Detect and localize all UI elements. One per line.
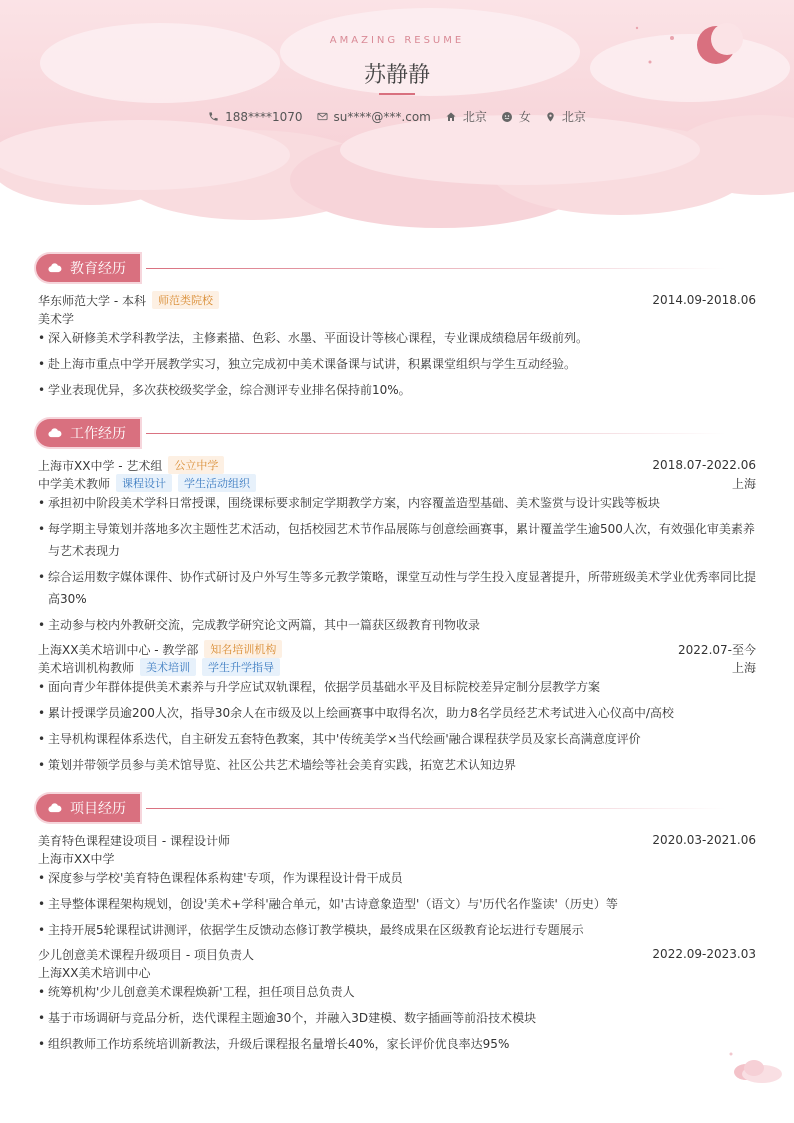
section-divider xyxy=(146,268,726,269)
home-icon xyxy=(445,111,457,123)
project-org-row xyxy=(38,963,756,981)
skill-tag: 学生升学指导 xyxy=(202,658,280,676)
contact-phone xyxy=(208,110,302,124)
section-divider xyxy=(146,433,726,434)
job-role-row xyxy=(38,658,756,676)
projects-pill xyxy=(36,794,140,822)
list-item: • 主持开展5轮课程试讲测评，依据学生反馈动态修订教学模块，最终成果在区级教育论坛进行专题展示 xyxy=(38,923,584,937)
job-org: 上海XX美术培训中心 - 教学部 xyxy=(38,642,199,657)
education-major-row xyxy=(38,309,756,327)
skill-tag: 课程设计 xyxy=(116,474,172,492)
cloud-icon xyxy=(48,803,62,813)
list-item: • 基于市场调研与竞品分析，迭代课程主题逾30个，并融入3D建模、数字插画等前沿技术模块 xyxy=(38,1011,537,1025)
job-org: 上海市XX中学 - 艺术组 xyxy=(38,458,163,473)
name-underline xyxy=(379,93,415,95)
cloud-icon xyxy=(48,428,62,438)
contact-phone-text: 188****1070 xyxy=(225,109,303,124)
candidate-name: 苏静静 xyxy=(363,63,430,88)
job-header-row xyxy=(38,456,756,474)
education-pill xyxy=(36,254,140,282)
work-title: 工作经历 xyxy=(70,426,126,442)
project-name: 少儿创意美术课程升级项目 - 项目负责人 xyxy=(38,947,254,962)
contact-email-text: su****@***.com xyxy=(333,109,431,124)
job-org-tag: 知名培训机构 xyxy=(204,640,282,658)
project-name: 美育特色课程建设项目 - 课程设计师 xyxy=(38,833,230,848)
education-header-row xyxy=(38,291,756,309)
face-icon xyxy=(501,111,513,123)
project-org: 上海XX美术培训中心 xyxy=(38,965,151,980)
list-item: • 累计授课学员逾200人次，指导30余人在市级及以上绘画赛事中取得名次，助力8名学员经艺术考试进入心仪高中/高校 xyxy=(38,706,674,720)
list-item: • 承担初中阶段美术学科日常授课，围绕课标要求制定学期教学方案，内容覆盖造型基础、美术鉴赏与设计实践等板块 xyxy=(38,496,661,510)
job-date: 2022.07-至今 xyxy=(678,642,756,657)
list-item: • 每学期主导策划并落地多次主题性艺术活动，包括校园艺术节作品展陈与创意绘画赛事，累计覆盖学生逾500人次，有效强化审美素养与艺术表现力 xyxy=(38,522,755,558)
job-date: 2018.07-2022.06 xyxy=(652,458,756,472)
phone-icon xyxy=(208,111,219,122)
contact-hometown-text: 北京 xyxy=(462,110,487,124)
job-city: 上海 xyxy=(731,660,756,675)
contact-gender xyxy=(501,108,531,125)
skill-tag: 学生活动组织 xyxy=(178,474,256,492)
contact-bar xyxy=(0,108,794,125)
contact-gender-text: 女 xyxy=(518,110,531,124)
job-role: 美术培训机构教师 xyxy=(38,660,135,675)
project-org: 上海市XX中学 xyxy=(38,851,115,866)
major: 美术学 xyxy=(38,311,75,326)
list-item: • 赴上海市重点中学开展教学实习，独立完成初中美术课备课与试讲，积累课堂组织与学生互动经验。 xyxy=(38,357,577,371)
skill-tag: 美术培训 xyxy=(140,658,196,676)
location-icon xyxy=(545,111,556,123)
school-name: 华东师范大学 - 本科 xyxy=(38,293,146,308)
projects-title: 项目经历 xyxy=(70,801,126,817)
project-header-row xyxy=(38,831,756,849)
project-org-row xyxy=(38,849,756,867)
job-role: 中学美术教师 xyxy=(38,476,111,491)
projects-section-title xyxy=(36,792,140,824)
school-tag: 师范类院校 xyxy=(152,291,219,309)
work-pill xyxy=(36,419,140,447)
decorative-cloud-icon xyxy=(726,1052,786,1086)
work-section-title xyxy=(36,417,140,449)
job-city: 上海 xyxy=(731,476,756,491)
list-item: • 组织教师工作坊系统培训新教法，升级后课程报名量增长40%，家长评价优良率达95% xyxy=(38,1037,510,1051)
list-item: • 统筹机构'少儿创意美术课程焕新'工程，担任项目总负责人 xyxy=(38,985,355,999)
project-date: 2022.09-2023.03 xyxy=(652,947,756,961)
list-item: • 主导机构课程体系迭代，自主研发五套特色教案，其中'传统美学×当代绘画'融合课程获学员及家长高满意度评价 xyxy=(38,732,641,746)
list-item: • 综合运用数字媒体课件、协作式研讨及户外写生等多元教学策略，课堂互动性与学生投入度显著提升，所带班级美术学业优秀率同比提高30% xyxy=(38,570,757,606)
list-item: • 主动参与校内外教研交流，完成教学研究论文两篇，其中一篇获区级教育刊物收录 xyxy=(38,618,481,632)
job-role-row xyxy=(38,474,756,492)
project-date: 2020.03-2021.06 xyxy=(652,833,756,847)
list-item: • 学业表现优异，多次获校级奖学金，综合测评专业排名保持前10%。 xyxy=(38,383,411,397)
education-title: 教育经历 xyxy=(70,261,126,277)
list-item: • 策划并带领学员参与美术馆导览、社区公共艺术墙绘等社会美育实践，拓宽艺术认知边界 xyxy=(38,758,517,772)
list-item: • 深入研修美术学科教学法，主修素描、色彩、水墨、平面设计等核心课程，专业课成绩稳居年级前列。 xyxy=(38,331,589,345)
education-section-title xyxy=(36,252,140,284)
list-item: • 主导整体课程架构规划，创设'美术+学科'融合单元，如'古诗意象造型'（语文）与'历代名作鉴读'（历史）等 xyxy=(38,897,618,911)
section-divider xyxy=(146,808,726,809)
contact-location xyxy=(545,108,586,125)
resume-subtitle: AMAZING RESUME xyxy=(329,35,465,46)
contact-email xyxy=(317,110,431,124)
list-item: • 深度参与学校'美育特色课程体系构建'专项，作为课程设计骨干成员 xyxy=(38,871,403,885)
mail-icon xyxy=(317,111,328,122)
contact-location-text: 北京 xyxy=(561,110,586,124)
job-header-row xyxy=(38,640,756,658)
contact-hometown xyxy=(445,108,487,125)
job-org-tag: 公立中学 xyxy=(168,456,224,474)
resume-header xyxy=(0,0,794,230)
education-date: 2014.09-2018.06 xyxy=(652,293,756,307)
list-item: • 面向青少年群体提供美术素养与升学应试双轨课程，依据学员基础水平及目标院校差异定制分层教学方案 xyxy=(38,680,601,694)
project-header-row xyxy=(38,945,756,963)
cloud-icon xyxy=(48,263,62,273)
